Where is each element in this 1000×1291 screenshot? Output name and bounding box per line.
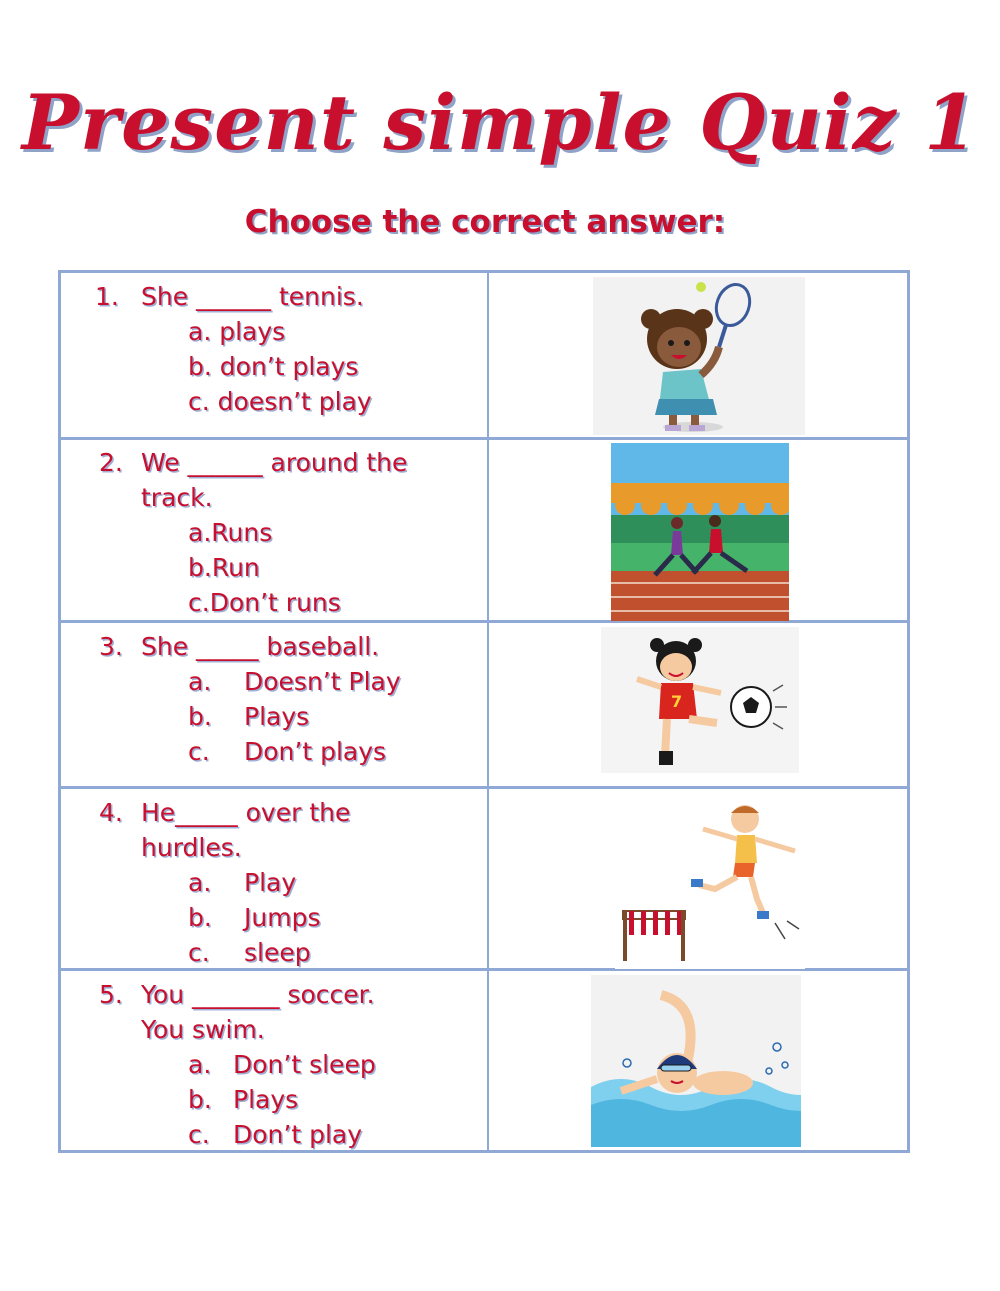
question-text: She ______ tennis. — [141, 282, 364, 311]
option-b[interactable] — [188, 550, 260, 585]
option-b[interactable] — [188, 1082, 298, 1117]
column-divider — [487, 971, 489, 1150]
question-text: He_____ over the — [141, 798, 351, 827]
option-letter: a. — [188, 667, 212, 696]
option-letter: c. — [188, 938, 210, 967]
option-letter: a. — [188, 868, 212, 897]
svg-text:7: 7 — [671, 692, 683, 711]
question-text: She _____ baseball. — [141, 632, 380, 661]
question-text-continued: You swim. — [141, 1015, 265, 1044]
question-text: We ______ around the — [141, 448, 408, 477]
hurdle-jump-image — [615, 793, 805, 969]
question-number: 2. — [99, 448, 123, 477]
option-text: Don’t sleep — [233, 1050, 376, 1079]
swimming-boy-image — [591, 975, 801, 1147]
running-track-image — [611, 443, 789, 621]
option-letter: b. — [188, 553, 212, 582]
option-text: Jumps — [244, 903, 321, 932]
option-text: Don’t play — [233, 1120, 363, 1149]
question-row-1 — [61, 273, 907, 440]
quiz-title: Present simple Quiz 1 — [21, 78, 979, 167]
option-text: Runs — [211, 518, 273, 547]
question-row-2 — [61, 440, 907, 623]
option-letter: c. — [188, 1120, 210, 1149]
option-a[interactable] — [188, 515, 272, 550]
option-c[interactable] — [188, 585, 341, 620]
option-letter: b. — [188, 352, 212, 381]
option-text: Don’t runs — [209, 588, 341, 617]
tennis-girl-image — [593, 277, 805, 435]
column-divider — [487, 789, 489, 968]
option-text: don’t plays — [219, 352, 359, 381]
question-number: 5. — [99, 980, 123, 1009]
question-row-5 — [61, 971, 907, 1150]
option-text: Run — [211, 553, 260, 582]
option-text: Plays — [233, 1085, 299, 1114]
option-text: sleep — [244, 938, 311, 967]
question-number: 4. — [99, 798, 123, 827]
option-letter: b. — [188, 1085, 212, 1114]
option-c[interactable] — [188, 1117, 362, 1152]
option-text: plays — [219, 317, 286, 346]
question-text-continued: hurdles. — [141, 833, 242, 862]
question-text-continued: track. — [141, 483, 213, 512]
column-divider — [487, 623, 489, 786]
option-b[interactable] — [188, 699, 309, 734]
option-text: Doesn’t Play — [244, 667, 401, 696]
option-a[interactable] — [188, 865, 296, 900]
option-text: doesn’t play — [217, 387, 372, 416]
quiz-table — [58, 270, 910, 1153]
question-row-4 — [61, 789, 907, 971]
question-number: 3. — [99, 632, 123, 661]
option-c[interactable] — [188, 384, 372, 419]
option-b[interactable] — [188, 349, 358, 384]
option-letter: a. — [188, 518, 212, 547]
option-letter: b. — [188, 903, 212, 932]
option-text: Don’t plays — [244, 737, 387, 766]
option-a[interactable] — [188, 664, 401, 699]
option-c[interactable] — [188, 734, 386, 769]
option-letter: a. — [188, 1050, 212, 1079]
option-letter: c. — [188, 588, 210, 617]
option-letter: a. — [188, 317, 212, 346]
option-letter: c. — [188, 737, 210, 766]
option-text: Plays — [244, 702, 310, 731]
option-a[interactable] — [188, 314, 285, 349]
option-a[interactable] — [188, 1047, 376, 1082]
option-b[interactable] — [188, 900, 320, 935]
option-text: Play — [244, 868, 297, 897]
question-text: You _______ soccer. — [141, 980, 375, 1009]
column-divider — [487, 273, 489, 437]
option-letter: c. — [188, 387, 210, 416]
question-row-3 — [61, 623, 907, 789]
column-divider — [487, 440, 489, 620]
instructions: Choose the correct answer: — [244, 204, 726, 240]
soccer-girl-image — [601, 627, 799, 773]
option-c[interactable] — [188, 935, 311, 970]
option-letter: b. — [188, 702, 212, 731]
question-number: 1. — [95, 282, 119, 311]
